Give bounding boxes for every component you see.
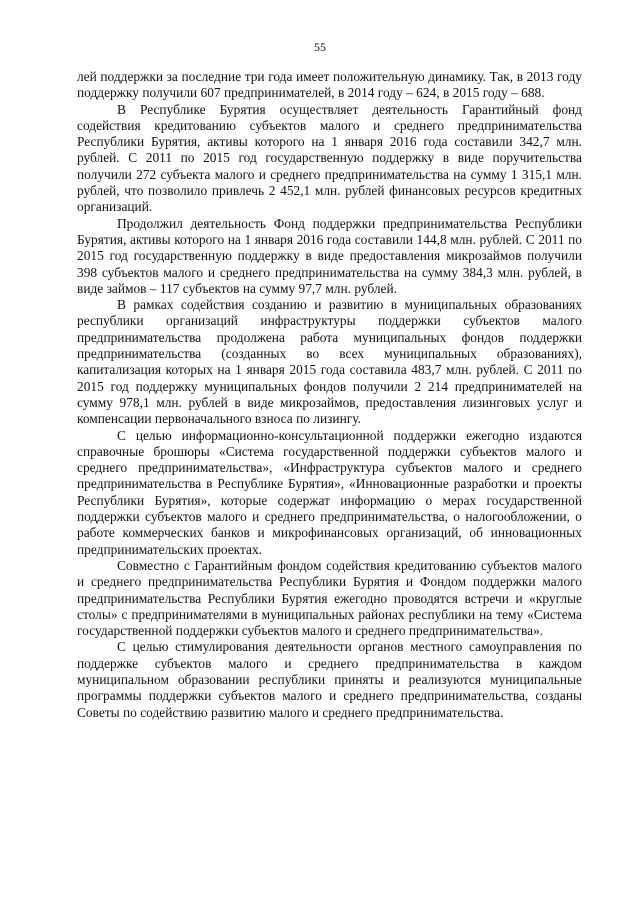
paragraph-guarantee-fund: В Республике Бурятия осуществляет деятельность Гарантийный фонд содействия кредитованию субъектов малого и среднего предпринимательства Республики Бурятия, активы которого на 1 января 2016 года составили 342,7 млн. рублей. С 2011 по 2015 год государственную поддержку в виде поручительства получили 272 субъекта малого и среднего предпринимательства на сумму 1 315,1 млн. рублей, что позволило привлечь 2 452,1 млн. рублей финансовых ресурсов кредитных организаций. (77, 101, 582, 215)
paragraph-information-support: С целью информационно-консультационной поддержки ежегодно издаются справочные брошюры «Система государственной поддержки субъектов малого и среднего предпринимательства», «Инфраструктура субъектов малого и среднего предпринимательства в Республике Бурятия», «Инновационные разработки и проекты Республики Бурятия», которые содержат информацию о мерах государственной поддержки субъектов малого и среднего предпринимательства, о налогообложении, о работе коммерческих банков и микрофинансовых организаций, об инновационных предпринимательских проектах. (77, 427, 582, 557)
paragraph-support-fund: Продолжил деятельность Фонд поддержки предпринимательства Республики Бурятия, активы которого на 1 января 2016 года составили 144,8 млн. рублей. С 2011 по 2015 год государственную поддержку в виде предоставления микрозаймов получили 398 субъектов малого и среднего предпринимательства на сумму 384,3 млн. рублей, в виде займов – 117 субъектов на сумму 97,7 млн. рублей. (77, 215, 582, 296)
paragraph-continued: лей поддержки за последние три года имеет положительную динамику. Так, в 2013 году поддержку получили 607 предпринимателей, в 2014 году – 624, в 2015 году – 688. (77, 69, 582, 101)
page-number: 55 (314, 40, 326, 54)
document-body (77, 69, 582, 721)
paragraph-local-government: С целью стимулирования деятельности органов местного самоуправления по поддержке субъектов малого и среднего предпринимательства в каждом муниципальном образовании республики приняты и реализуются муниципальные программы поддержки субъектов малого и среднего предпринимательства, созданы Советы по содействию развитию малого и среднего предпринимательства. (77, 639, 582, 720)
paragraph-round-tables: Совместно с Гарантийным фондом содействия кредитованию субъектов малого и среднего предпринимательства Республики Бурятия и Фондом поддержки малого предпринимательства Республики Бурятия ежегодно проводятся встречи и «круглые столы» с предпринимателями в муниципальных районах республики на тему «Система государственной поддержки субъектов малого и среднего предпринимательства». (77, 557, 582, 639)
paragraph-municipal-funds: В рамках содействия созданию и развитию в муниципальных образованиях республики организаций инфраструктуры поддержки субъектов малого предпринимательства продолжена работа муниципальных фондов поддержки предпринимательства (созданных во всех муниципальных образованиях), капитализация которых на 1 января 2015 года составила 483,7 млн. рублей. С 2011 по 2015 год поддержку муниципальных фондов получили 2 214 предпринимателей на сумму 978,1 млн. рублей в виде микрозаймов, предоставления лизинговых услуг и компенсации первоначального взноса по лизингу. (77, 297, 582, 427)
